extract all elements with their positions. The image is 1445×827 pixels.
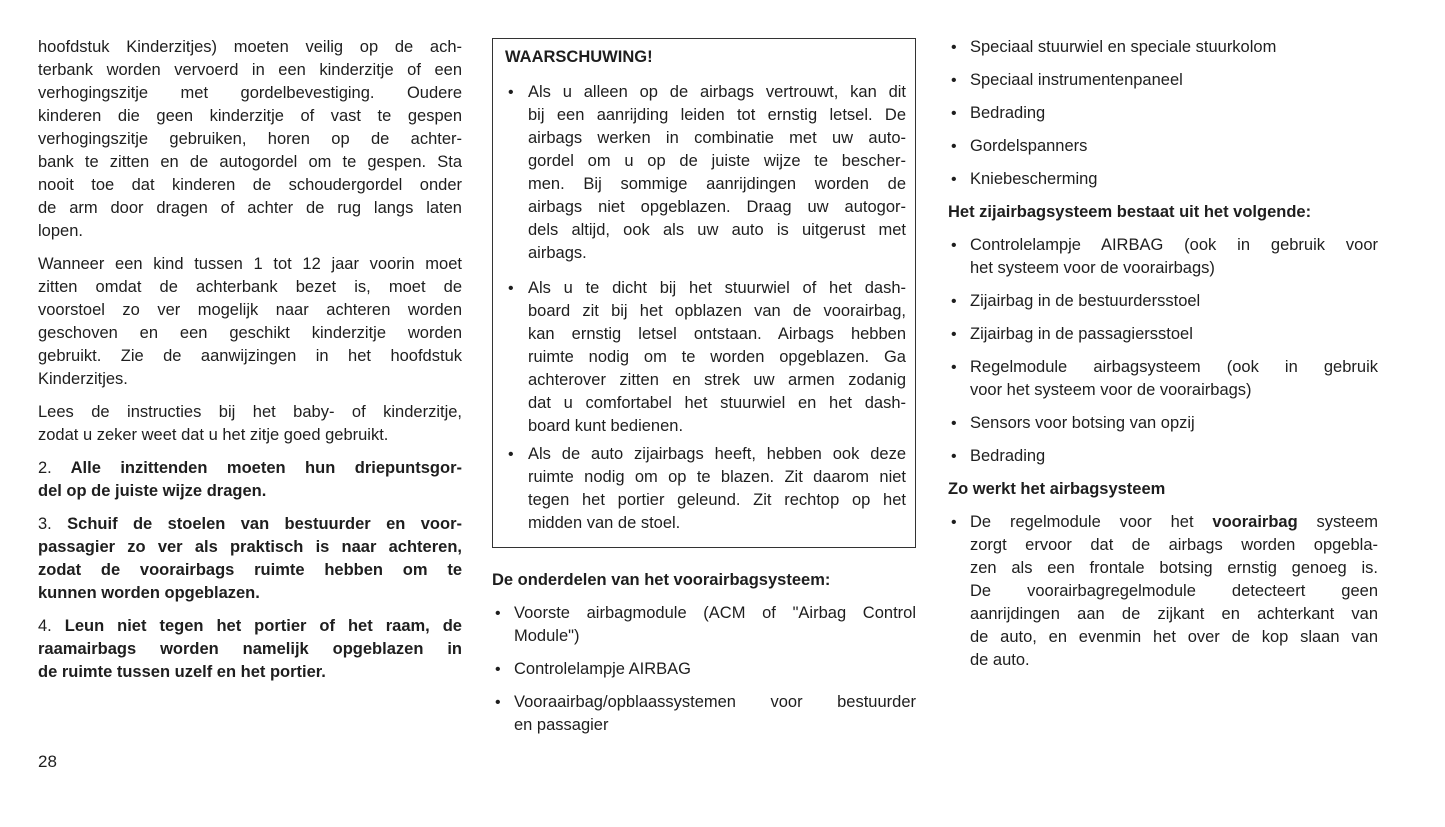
text-line: midden van de stoel. — [528, 514, 681, 532]
warning-title: WAARSCHUWING! — [505, 48, 653, 66]
text-line — [38, 457, 462, 480]
item-number: 4. — [38, 617, 52, 635]
text-line: Als u te dicht bij het stuurwiel of het dash- — [528, 279, 906, 297]
paragraph — [38, 401, 462, 447]
bullet-icon: • — [951, 293, 957, 310]
warning-box — [492, 38, 916, 548]
text-line: bank te zitten en de autogordel om te gespen. Sta — [38, 153, 462, 171]
text-line: de auto, en evenmin het over de kop slaan van — [970, 628, 1378, 646]
bullet-icon: • — [508, 446, 514, 463]
text-line: geschoven en een geschikt kinderzitje worden — [38, 324, 462, 342]
bullet-item — [948, 323, 1378, 346]
text-line: airbags werken in combinatie met uw auto- — [528, 129, 906, 147]
text-line: het systeem voor de voorairbags) — [970, 259, 1215, 277]
text-line: Sensors voor botsing van opzij — [970, 414, 1195, 432]
page-number: 28 — [38, 752, 57, 771]
bullet-item — [948, 36, 1378, 59]
text-line: men. Bij sommige aanrijdingen worden de — [528, 175, 906, 193]
text-line: Kinderzitjes. — [38, 370, 128, 388]
text-line — [38, 615, 462, 638]
text-line: de ruimte tussen uzelf en het portier. — [38, 663, 326, 681]
text-line: airbags. — [528, 244, 587, 262]
text-line: Module") — [514, 627, 580, 645]
text-line: passagier zo ver als praktisch is naar achteren, — [38, 538, 462, 556]
item-number: 2. — [38, 459, 52, 477]
bullet-icon: • — [951, 39, 957, 56]
text-line: raamairbags worden namelijk opgeblazen in — [38, 640, 462, 658]
text-line: Het zijairbagsysteem bestaat uit het volgende: — [948, 203, 1312, 221]
paragraph — [38, 36, 462, 243]
right-column — [948, 36, 1378, 672]
left-column — [38, 36, 462, 684]
numbered-instruction — [38, 457, 462, 503]
bullet-icon: • — [951, 415, 957, 432]
text-line: verhogingszitje gebruiken, horen op de achter- — [38, 130, 462, 148]
middle-column — [492, 38, 916, 737]
bullet-item — [948, 412, 1378, 435]
text-line: Zo werkt het airbagsysteem — [948, 480, 1166, 498]
text-line: zorgt ervoor dat de airbags worden opgebla- — [970, 536, 1378, 554]
text-line: en passagier — [514, 716, 609, 734]
text-line: Als de auto zijairbags heeft, hebben ook deze — [528, 445, 906, 463]
text-line: achterover zitten en strek uw armen zodanig — [528, 371, 906, 389]
text-line: Zijairbag in de passagiersstoel — [970, 325, 1193, 343]
bullet-item — [948, 135, 1378, 158]
warning-bullet — [505, 81, 906, 265]
text-line: gordel om u op de juiste wijze te bescher- — [528, 152, 906, 170]
text-line: dels altijd, ook als uw auto is uitgerust met — [528, 221, 906, 239]
text-line: gebruikt. Zie de aanwijzingen in het hoofdstuk — [38, 347, 462, 365]
front-airbag-components — [492, 569, 916, 737]
warning-bullet — [505, 443, 906, 535]
bullet-icon: • — [508, 280, 514, 297]
how-it-works-bullet — [948, 511, 1378, 672]
bullet-item — [948, 102, 1378, 125]
text-line: bij een aanrijding leiden tot ernstig letsel. De — [528, 106, 906, 124]
text-line: Gordelspanners — [970, 137, 1088, 155]
text-line: tegen het portier geleund. Zit rechtop op het — [528, 491, 906, 509]
bullet-item — [948, 234, 1378, 280]
text-line: dat u comfortabel het stuurwiel en het dash- — [528, 394, 906, 412]
instruction-text: Leun niet tegen het portier of het raam, de — [64, 617, 462, 635]
section-heading — [492, 569, 916, 592]
bullet-item — [948, 356, 1378, 402]
bullet-icon: • — [951, 237, 957, 254]
text-line: zitten omdat de achterbank bezet is, moet de — [38, 278, 462, 296]
text-line: Bedrading — [970, 447, 1046, 465]
bold-term: voorairbag — [1212, 513, 1298, 531]
side-airbag-section — [948, 36, 1378, 501]
bullet-icon: • — [495, 661, 501, 678]
text-line: Kniebescherming — [970, 170, 1098, 188]
text-line: kinderen die geen kinderzitje of vast te gespen — [38, 107, 462, 125]
bullet-icon: • — [951, 105, 957, 122]
warning-bullet — [505, 277, 906, 438]
text-line: terbank worden vervoerd in een kinderzitje of een — [38, 61, 462, 79]
bullet-item — [948, 69, 1378, 92]
text-line: Zijairbag in de bestuurdersstoel — [970, 292, 1201, 310]
text-line: zodat de voorairbags ruimte hebben om te — [38, 561, 462, 579]
text-line: Wanneer een kind tussen 1 tot 12 jaar voorin moet — [38, 255, 462, 273]
section-heading — [948, 201, 1378, 224]
text-line: board zit bij het opblazen van de voorairbag, — [528, 302, 906, 320]
text-line: Regelmodule airbagsysteem (ook in gebruik — [970, 358, 1378, 376]
bullet-icon: • — [951, 326, 957, 343]
text-line: lopen. — [38, 222, 83, 240]
text-line — [970, 511, 1378, 534]
text-line: Controlelampje AIRBAG — [514, 660, 691, 678]
text-line: airbags niet opgeblazen. Draag uw autogor- — [528, 198, 906, 216]
text-line: de auto. — [970, 651, 1030, 669]
numbered-instruction — [38, 615, 462, 684]
bullet-item — [948, 445, 1378, 468]
text-line — [38, 513, 462, 536]
text-line: Lees de instructies bij het baby- of kinderzitje, — [38, 403, 462, 421]
bullet-icon: • — [951, 72, 957, 89]
text-line: zen als een frontale botsing ernstig genoeg is. — [970, 559, 1378, 577]
text-line: De onderdelen van het voorairbagsysteem: — [492, 571, 831, 589]
text-line: del op de juiste wijze dragen. — [38, 482, 267, 500]
bullet-icon: • — [508, 84, 514, 101]
instruction-text: Schuif de stoelen van bestuurder en voor- — [67, 515, 462, 533]
instruction-text: Alle inzittenden moeten hun driepuntsgor- — [70, 459, 462, 477]
text-line: hoofdstuk Kinderzitjes) moeten veilig op de ach- — [38, 38, 462, 56]
text-span: systeem — [1297, 513, 1378, 531]
text-line: Voorste airbagmodule (ACM of "Airbag Control — [514, 604, 916, 622]
item-number: 3. — [38, 515, 52, 533]
text-line: aanrijdingen aan de zijkant en achterkant van — [970, 605, 1378, 623]
section-heading — [948, 478, 1378, 501]
bullet-icon: • — [951, 138, 957, 155]
text-line: voor het systeem voor de voorairbags) — [970, 381, 1252, 399]
text-line: board kunt bedienen. — [528, 417, 684, 435]
bullet-icon: • — [951, 171, 957, 188]
text-line: kan ernstig letsel ontstaan. Airbags hebben — [528, 325, 906, 343]
text-line: Bedrading — [970, 104, 1046, 122]
bullet-item — [492, 602, 916, 648]
text-line: Speciaal stuurwiel en speciale stuurkolom — [970, 38, 1277, 56]
numbered-instruction — [38, 513, 462, 605]
text-line: nooit toe dat kinderen de schoudergordel onder — [38, 176, 462, 194]
text-line: Speciaal instrumentenpaneel — [970, 71, 1183, 89]
text-line: de arm door dragen of achter de rug langs laten — [38, 199, 462, 217]
text-line: Als u alleen op de airbags vertrouwt, kan dit — [528, 83, 906, 101]
bullet-item — [948, 168, 1378, 191]
bullet-icon: • — [495, 605, 501, 622]
text-line: voorstoel zo ver mogelijk naar achteren worden — [38, 301, 462, 319]
text-line: ruimte nodig om op te blazen. Zit daarom niet — [528, 468, 906, 486]
text-line: zodat u zeker weet dat u het zitje goed gebruikt. — [38, 426, 389, 444]
bullet-item — [492, 658, 916, 681]
bullet-item — [948, 290, 1378, 313]
bullet-icon: • — [951, 514, 957, 531]
bullet-icon: • — [495, 694, 501, 711]
bullet-icon: • — [951, 448, 957, 465]
paragraph — [38, 253, 462, 391]
text-line: verhogingszitje met gordelbevestiging. Oudere — [38, 84, 462, 102]
bullet-item — [492, 691, 916, 737]
text-span: De regelmodule voor het — [970, 513, 1213, 531]
text-line: Vooraairbag/opblaassystemen voor bestuurder — [514, 693, 916, 711]
text-line: Controlelampje AIRBAG (ook in gebruik voor — [970, 236, 1378, 254]
text-line: kunnen worden opgeblazen. — [38, 584, 260, 602]
text-line: ruimte nodig om te worden opgeblazen. Ga — [528, 348, 906, 366]
bullet-icon: • — [951, 359, 957, 376]
text-line: De voorairbagregelmodule detecteert geen — [970, 582, 1378, 600]
